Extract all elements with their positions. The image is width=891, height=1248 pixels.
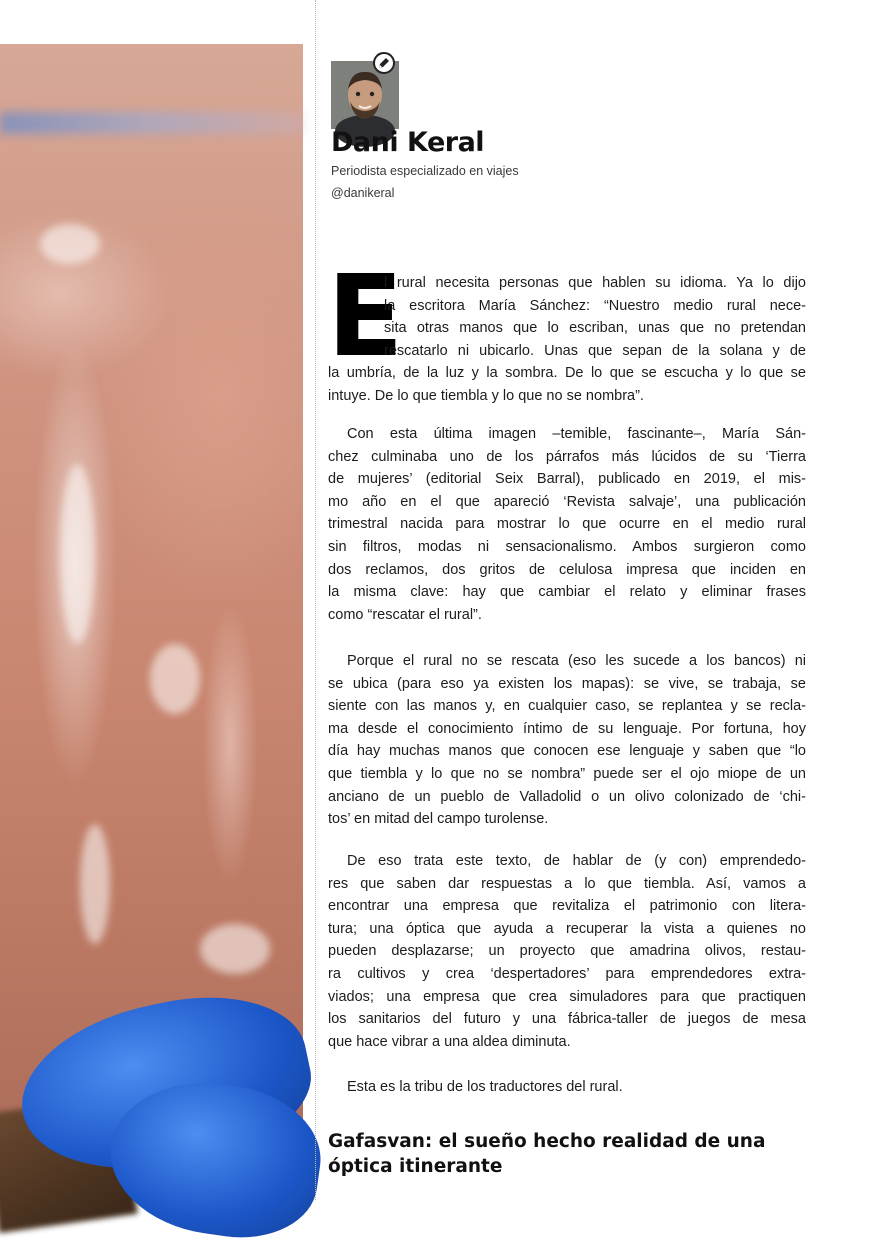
body-text-line: Porque el rural no se rescata (eso les sucede a los bancos) ni xyxy=(347,653,806,669)
body-text-line: se ubica (para eso ya existen los mapas): se vive, se trabaja, se xyxy=(328,675,806,692)
photo-speckle xyxy=(60,464,95,644)
body-text-line: día hay muchas manos que conocen ese lenguaje y saben que “lo xyxy=(328,743,806,760)
body-text-line: los sanitarios del futuro y una fábrica-taller de juegos de mesa xyxy=(328,1011,806,1028)
body-text-line: la escritora María Sánchez: “Nuestro medio rural nece- xyxy=(384,297,806,314)
pen-badge xyxy=(373,52,395,74)
pen-icon xyxy=(375,54,393,72)
body-text-line: encontrar una empresa que revitaliza el patrimonio con litera- xyxy=(328,898,806,915)
body-text-line: sin filtros, modas ni sensacionalismo. Ambos surgieron como xyxy=(328,539,806,555)
body-text-line: como “rescatar el rural”. xyxy=(328,606,482,623)
body-text-line: res que saben dar respuestas a lo que tiembla. Así, vamos a xyxy=(328,875,806,892)
section-subheading-line: óptica itinerante xyxy=(328,1156,503,1177)
photo-speckle xyxy=(150,644,200,714)
body-text-line: que tiembla y lo que no se nombra” puede ser el ojo miope de un xyxy=(328,766,806,782)
body-text-line: intuye. De lo que tiembla y lo que no se nombra”. xyxy=(328,388,644,404)
body-text-line: mo año en el que apareció ‘Revista salvaje’, una publicación xyxy=(328,493,806,510)
body-text-line: l rural necesita personas que hablen su idioma. Ya lo dijo xyxy=(384,275,806,291)
author-role: Periodista especializado en viajes xyxy=(331,164,519,178)
body-text-line: pueden desplazarse; un proyecto que amadrina olivos, restau- xyxy=(328,943,806,960)
body-text-line: tura; una óptica que ayuda a recuperar la vista a quienes no xyxy=(328,920,806,937)
body-text-line: la umbría, de la luz y la sombra. De lo que se escucha y lo que se xyxy=(328,365,806,382)
photo-speckle xyxy=(80,824,110,944)
body-text-line: ra cultivos y crea ‘despertadores’ para emprendedores extra- xyxy=(328,966,806,982)
body-text-line: viados; una empresa que crea simuladores para que practiquen xyxy=(328,988,806,1005)
photo-speckle xyxy=(200,924,270,974)
body-text-line: dos reclamos, dos gritos de celulosa impresa que inciden en xyxy=(328,561,806,578)
drop-cap: E xyxy=(327,252,404,382)
body-text-line: rescatarlo ni ubicarlo. Unas que sepan de la solana y de xyxy=(384,342,806,359)
body-text-line: trimestral nacida para mostrar lo que ocurre en el medio rural xyxy=(328,516,806,533)
body-text-line: ma desde el conocimiento íntimo de su lenguaje. Por fortuna, hoy xyxy=(328,720,806,737)
section-subheading-line: Gafasvan: el sueño hecho realidad de una xyxy=(328,1131,766,1152)
body-text-line: anciano de un pueblo de Valladolid o un olivo colonizado de ‘chi- xyxy=(328,788,806,805)
author-name: Dani Keral xyxy=(331,127,485,158)
body-text-line: Esta es la tribu de los traductores del rural. xyxy=(347,1079,623,1095)
body-text-line: De eso trata este texto, de hablar de (y con) emprendedo- xyxy=(347,853,806,869)
column-divider xyxy=(315,0,316,1200)
body-text-line: Con esta última imagen –temible, fascinante–, María Sán- xyxy=(347,426,806,442)
body-text-line: chez culminaba uno de los párrafos más lúcidos de su ‘Tierra xyxy=(328,448,806,465)
body-text-line: tos’ en mitad del campo turolense. xyxy=(328,811,549,828)
body-text-line: siente con las manos y, en cualquier caso, se replantea y se recla- xyxy=(328,698,806,715)
body-text-line: que hace vibrar a una aldea diminuta. xyxy=(328,1033,571,1050)
article-photo xyxy=(0,44,303,1200)
body-text-line: de mujeres’ (editorial Seix Barral), publicado en 2019, el mis- xyxy=(328,471,806,488)
author-handle: @danikeral xyxy=(331,186,395,200)
photo-blue-stripe xyxy=(0,112,303,134)
photo-speckle xyxy=(40,224,100,264)
body-text-line: la misma clave: hay que cambiar el relato y eliminar frases xyxy=(328,584,806,601)
body-text-line: sita otras manos que lo escriban, unas que no pretendan xyxy=(384,320,806,337)
